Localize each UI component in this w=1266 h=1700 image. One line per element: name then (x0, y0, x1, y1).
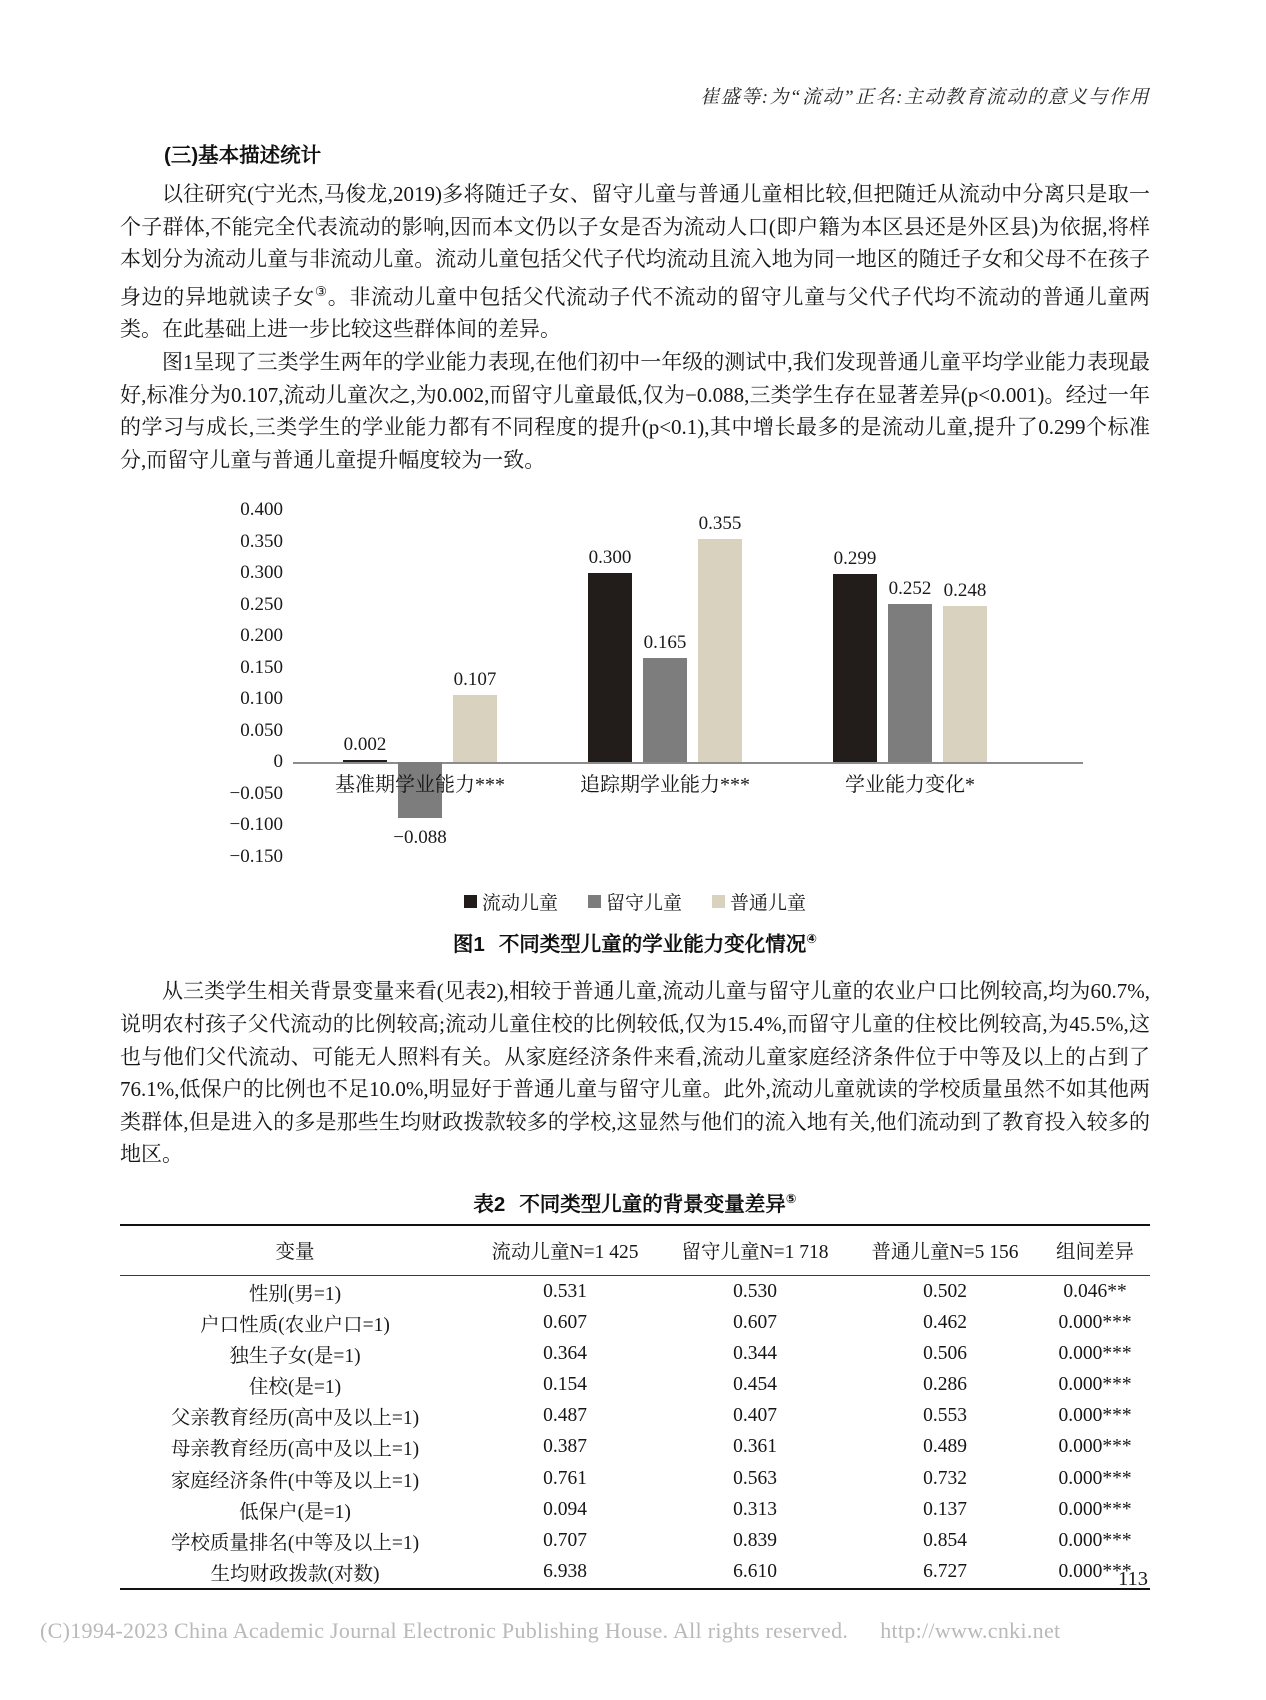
legend-item (588, 888, 682, 915)
table-cell: 0.487 (543, 1405, 587, 1427)
table-cell: 0.137 (923, 1498, 967, 1520)
table-row (120, 1275, 1150, 1307)
bar (888, 604, 932, 763)
table-cell: 0.387 (543, 1436, 587, 1458)
table-cell: 0.531 (543, 1280, 587, 1302)
table-cell: 户口性质(农业户口=1) (200, 1314, 390, 1336)
table-header-row (120, 1225, 1150, 1276)
table-cell: 0.286 (923, 1374, 967, 1396)
table-2 (120, 1224, 1150, 1590)
y-axis-tick-label: 0.150 (240, 656, 283, 678)
table-cell: 0.364 (543, 1342, 587, 1364)
y-axis-tick-label: 0.200 (240, 625, 283, 647)
bar-value-label: 0.252 (888, 577, 932, 599)
table-cell: 0.000*** (1058, 1436, 1132, 1458)
table-header-cell: 组间差异 (1040, 1225, 1150, 1276)
x-axis-category-label: 基准期学业能力*** (335, 774, 505, 797)
bar-value-label: 0.355 (698, 512, 742, 534)
table-row (120, 1525, 1150, 1556)
paragraph-1-text-cont: 。非流动儿童中包括父代流动子代不流动的留守儿童与父代子代均不流动的普通儿童两类。在此基础上进一步比较这些群体间的差异。 (120, 284, 1150, 342)
legend-swatch (464, 895, 477, 908)
table-cell: 0.000*** (1058, 1561, 1132, 1583)
table-cell: 0.563 (733, 1467, 777, 1489)
paragraph-1 (120, 178, 1150, 346)
table-cell: 父亲教育经历(高中及以上=1) (170, 1408, 420, 1430)
bar-value-label: 0.165 (643, 632, 687, 654)
table-cell: 0.454 (733, 1374, 777, 1396)
table-row (120, 1307, 1150, 1338)
copyright-notice: (C)1994-2023 China Academic Journal Electronic Publishing House. All rights reserved. (40, 1618, 849, 1643)
legend-label: 留守儿童 (605, 893, 682, 915)
table-cell: 0.502 (923, 1280, 967, 1302)
section-heading: (三)基本描述统计 (164, 144, 322, 167)
table-cell: 0.154 (543, 1374, 587, 1396)
footnote-mark-4: ④ (806, 931, 818, 947)
bar (343, 760, 387, 762)
table-cell: 低保户(是=1) (239, 1501, 351, 1523)
legend-swatch (588, 895, 601, 908)
table-cell: 家庭经济条件(中等及以上=1) (170, 1470, 420, 1492)
bar-value-label: 0.300 (588, 547, 632, 569)
table-cell: 独生子女(是=1) (229, 1345, 361, 1367)
table-cell: 学校质量排名(中等及以上=1) (170, 1533, 420, 1554)
y-axis-tick-label: 0.400 (240, 499, 283, 521)
x-axis-category-label: 追踪期学业能力*** (580, 774, 750, 797)
table-cell: 0.094 (543, 1498, 587, 1520)
table-cell: 0.046** (1063, 1280, 1127, 1302)
table-cell: 0.462 (923, 1311, 967, 1333)
y-axis-tick-label: 0 (273, 751, 283, 773)
y-axis-tick-label: −0.050 (229, 782, 283, 804)
table-row (120, 1338, 1150, 1369)
legend-label: 普通儿童 (730, 893, 807, 915)
bar-value-label: −0.088 (393, 826, 447, 848)
figure-label: 图1 (452, 933, 485, 957)
footer (40, 1618, 1060, 1644)
table-cell: 0.000*** (1058, 1374, 1132, 1396)
table-caption-text: 不同类型儿童的背景变量差异 (519, 1192, 786, 1216)
bar (643, 658, 687, 762)
table-row (120, 1401, 1150, 1432)
table-cell: 6.727 (923, 1561, 967, 1583)
table-2-caption (120, 1187, 1150, 1217)
bar (943, 606, 987, 762)
y-axis-tick-label: −0.100 (229, 814, 283, 836)
figure-caption-text: 不同类型儿童的学业能力变化情况 (498, 933, 807, 957)
table-cell: 0.530 (733, 1280, 777, 1302)
table-header-cell: 流动儿童N=1 425 (470, 1225, 660, 1276)
legend-item (464, 888, 558, 915)
paragraph-2: 图1呈现了三类学生两年的学业能力表现,在他们初中一年级的测试中,我们发现普通儿童平均学业能力表现最好,标准分为0.107,流动儿童次之,为0.002,而留守儿童最低,仅为−0.088,三类学生存在显著差异(p<0.001)。经过一年的学习与成长,三类学生的学业能力都有不同程度的提升(p<0.1),其中增长最多的是流动儿童,提升了0.299个标准分,而留守儿童与普通儿童提升幅度较为一致。 (120, 349, 1150, 472)
table-cell: 母亲教育经历(高中及以上=1) (170, 1439, 420, 1461)
table-cell: 0.854 (923, 1530, 967, 1551)
page-content (120, 138, 1150, 1590)
table-cell: 0.489 (923, 1436, 967, 1458)
table-cell: 0.000*** (1058, 1467, 1132, 1489)
table-cell: 0.761 (543, 1467, 587, 1489)
table-cell: 0.000*** (1058, 1405, 1132, 1427)
page-number: 113 (1118, 1568, 1148, 1590)
publisher-url: http://www.cnki.net (880, 1618, 1061, 1643)
bar-value-label: 0.248 (943, 580, 987, 602)
table-cell: 0.000*** (1058, 1311, 1132, 1333)
table-header-cell: 普通儿童N=5 156 (850, 1225, 1040, 1276)
table-cell: 0.313 (733, 1498, 777, 1520)
paragraph-1-text: 以往研究(宁光杰,马俊龙,2019)多将随迁子女、留守儿童与普通儿童相比较,但把随迁从流动中分离只是取一个子群体,不能完全代表流动的影响,因而本文仍以子女是否为流动人口(即户籍为本区县还是外区县)为依据,将样本划分为流动儿童与非流动儿童。流动儿童包括父代子代均流动且流入地为同一地区的随迁子女和父母不在孩子身边的异地就读子女 (120, 182, 1150, 309)
bar (833, 574, 877, 762)
table-cell: 6.610 (733, 1561, 777, 1583)
table-row (120, 1369, 1150, 1400)
table-row (120, 1432, 1150, 1463)
table-label: 表2 (473, 1192, 506, 1216)
figure-1-caption (120, 927, 1150, 957)
table-cell: 生均财政拨款(对数) (210, 1564, 380, 1586)
table-cell: 0.707 (543, 1530, 587, 1551)
bar-value-label: 0.107 (453, 668, 497, 690)
table-cell: 住校(是=1) (248, 1377, 342, 1399)
legend-item (712, 888, 806, 915)
table-cell: 0.839 (733, 1530, 777, 1551)
table-row (120, 1494, 1150, 1525)
table-cell: 0.361 (733, 1436, 777, 1458)
table-header-cell: 变量 (120, 1225, 470, 1276)
bar (588, 573, 632, 762)
running-head: 崔盛等:为“流动”正名:主动教育流动的意义与作用 (700, 87, 1150, 108)
footnote-mark-3: ③ (314, 283, 328, 299)
table-cell: 0.407 (733, 1405, 777, 1427)
y-axis-tick-label: 0.300 (240, 562, 283, 584)
y-axis-tick-label: 0.100 (240, 688, 283, 710)
table-cell: 6.938 (543, 1561, 587, 1583)
table-row (120, 1463, 1150, 1494)
table-cell: 0.000*** (1058, 1530, 1132, 1551)
y-axis-tick-label: 0.250 (240, 593, 283, 615)
y-axis-tick-label: 0.350 (240, 530, 283, 552)
y-axis-tick-label: 0.050 (240, 719, 283, 741)
table-header-cell: 留守儿童N=1 718 (660, 1225, 850, 1276)
x-axis-category-label: 学业能力变化* (845, 774, 975, 797)
table-cell: 0.000*** (1058, 1342, 1132, 1364)
table-row (120, 1557, 1150, 1589)
table-cell: 0.506 (923, 1342, 967, 1364)
table-cell: 0.553 (923, 1405, 967, 1427)
chart-legend (120, 888, 1150, 915)
figure-1-bar-chart (195, 490, 1115, 882)
bar (453, 695, 497, 762)
table-cell: 0.607 (733, 1311, 777, 1333)
bar-value-label: 0.002 (343, 734, 387, 756)
table-cell: 0.732 (923, 1467, 967, 1489)
table-cell: 0.607 (543, 1311, 587, 1333)
footnote-mark-5: ⑤ (785, 1191, 797, 1207)
y-axis-tick-label: −0.150 (229, 845, 283, 867)
legend-swatch (712, 895, 725, 908)
bar-value-label: 0.299 (833, 547, 877, 569)
legend-label: 流动儿童 (481, 893, 558, 915)
paragraph-3: 从三类学生相关背景变量来看(见表2),相较于普通儿童,流动儿童与留守儿童的农业户口比例较高,均为60.7%,说明农村孩子父代流动的比例较高;流动儿童住校的比例较低,仅为15.4%,而留守儿童的住校比例较高,为45.5%,这也与他们父代流动、可能无人照料有关。从家庭经济条件来看,流动儿童家庭经济条件位于中等及以上的占到了76.1%,低保户的比例也不足10.0%,明显好于普通儿童与留守儿童。此外,流动儿童就读的学校质量虽然不如其他两类群体,但是进入的多是那些生均财政拨款较多的学校,这显然与他们的流入地有关,他们流动到了教育投入较多的地区。 (120, 979, 1150, 1167)
table-cell: 0.344 (733, 1342, 777, 1364)
table-cell: 性别(男=1) (248, 1283, 342, 1305)
table-cell: 0.000*** (1058, 1498, 1132, 1520)
